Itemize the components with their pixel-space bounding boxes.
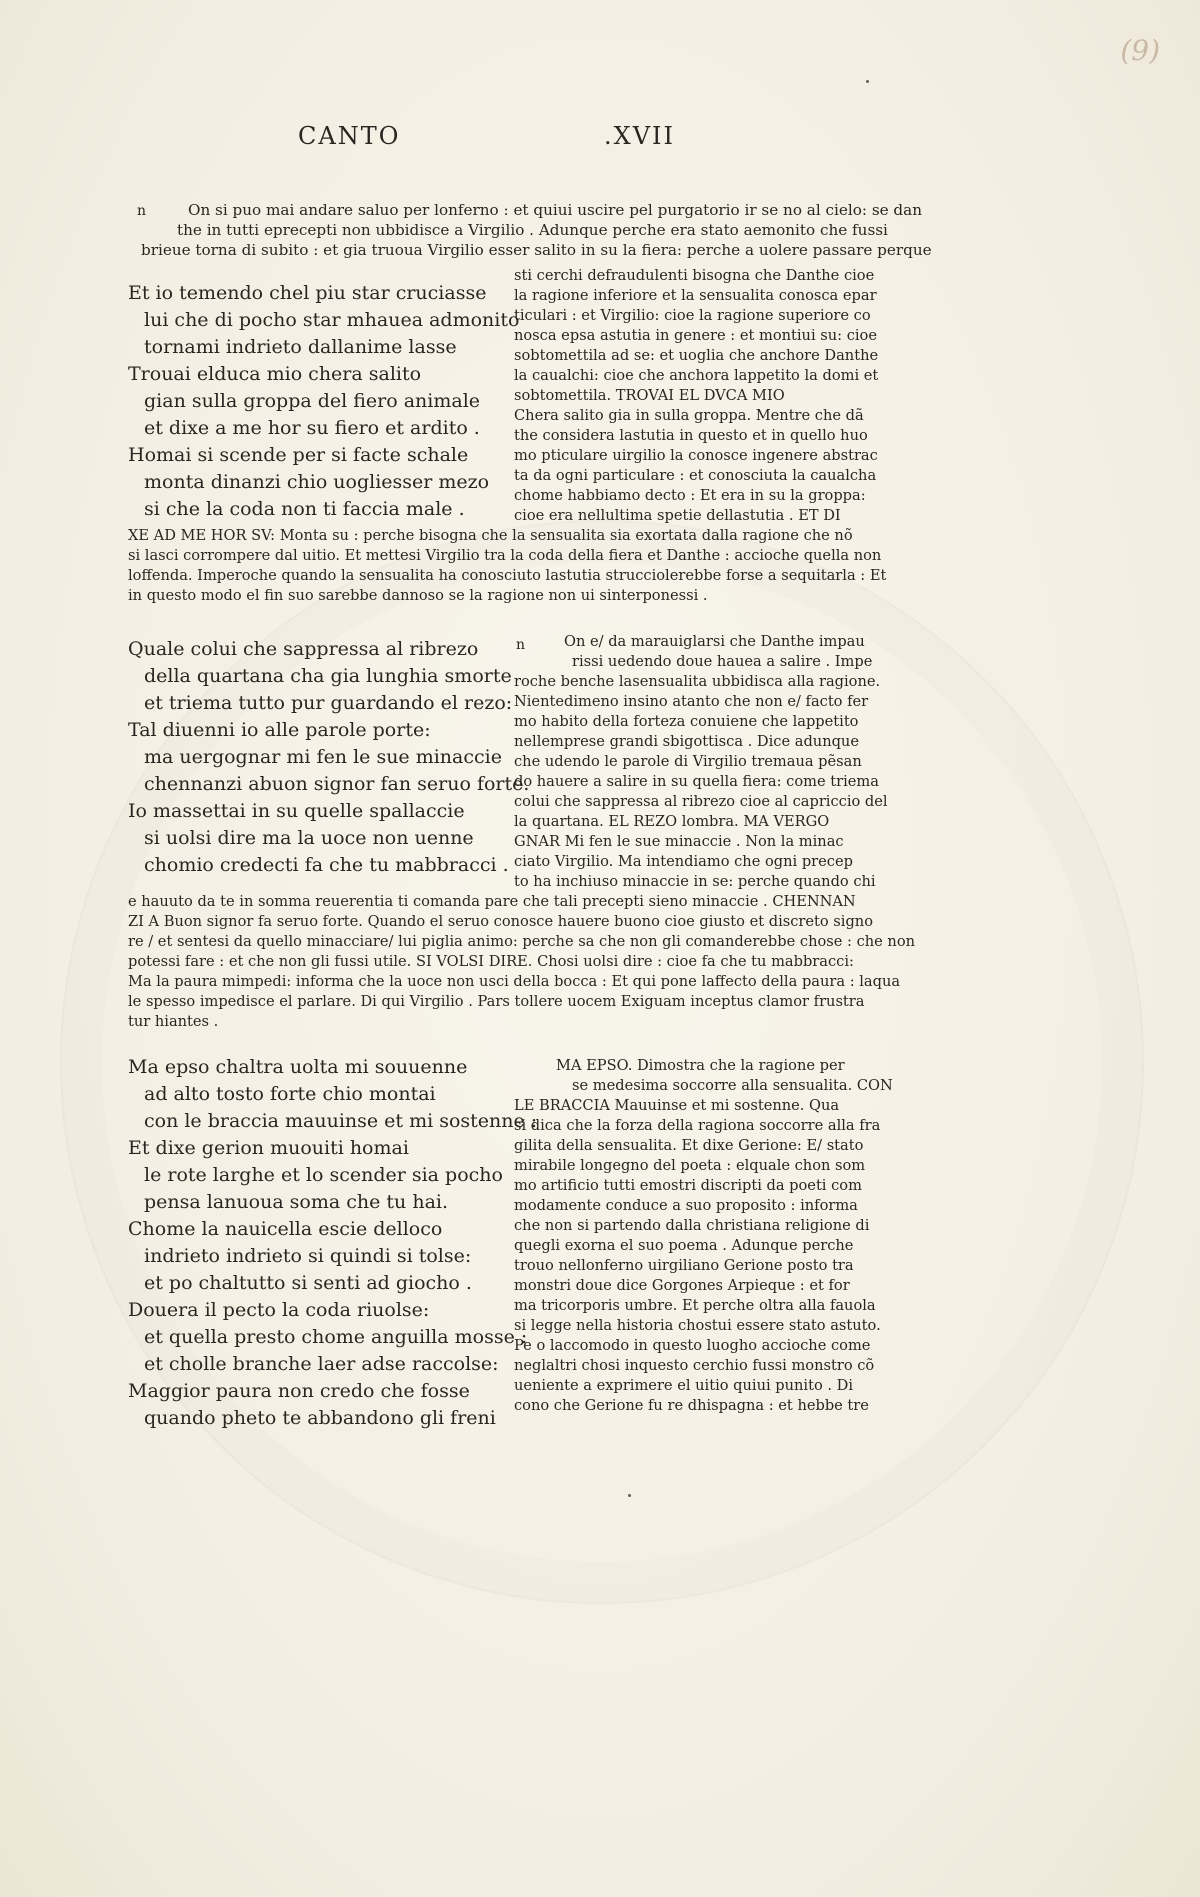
running-head-canto: CANTO	[298, 122, 401, 150]
verse-line: ad alto tosto forte chio montai	[144, 1083, 436, 1105]
commentary-line: se medesima soccorre alla sensualita. CON	[572, 1077, 893, 1094]
commentary-line: sti cerchi defraudulenti bisogna che Danthe cioe	[514, 267, 875, 284]
block2-commentary	[514, 632, 888, 892]
prose-line: si lasci corrompere dal uitio. Et mettesi Virgilio tra la coda della fiera et Danthe : accioche quella non	[128, 547, 882, 564]
verse-line: Trouai elduca mio chera salito	[128, 363, 422, 385]
verse-line: Chome la nauicella escie delloco	[128, 1218, 443, 1240]
verse-line: Et io temendo chel piu star cruciasse	[128, 282, 487, 304]
verse-line: gian sulla groppa del fiero animale	[144, 390, 481, 412]
commentary-line: mo habito della forteza conuiene che lappetito	[514, 713, 859, 730]
verse-line: et quella presto chome anguilla mosse :	[144, 1326, 528, 1348]
commentary-line: si legge nella historia chostui essere stato astuto.	[514, 1317, 881, 1334]
commentary-line: che non si partendo dalla christiana religione di	[514, 1217, 870, 1234]
commentary-line: gilita della sensualita. Et dixe Gerione: E/ stato	[514, 1137, 864, 1154]
running-head-number: .XVII	[604, 122, 676, 150]
verse-line: Homai si scende per si facte schale	[128, 444, 469, 466]
prose-line: potessi fare : et che non gli fussi utile. SI VOLSI DIRE. Chosi uolsi dire : cioe fa che tu mabbracci:	[128, 953, 854, 970]
prose-line: tur hiantes .	[128, 1013, 219, 1030]
verse-line: Ma epso chaltra uolta mi souuenne	[128, 1056, 468, 1078]
commentary-line: mirabile longegno del poeta : elquale chon som	[514, 1157, 866, 1174]
block1-intro-cont	[141, 220, 932, 260]
prose-line: in questo modo el fin suo sarebbe dannoso se la ragione non ui sinterponessi .	[128, 587, 708, 604]
commentary-line: sobtomettila ad se: et uoglia che anchore Danthe	[514, 347, 879, 364]
commentary-line: GNAR Mi fen le sue minaccie . Non la minac	[514, 833, 844, 850]
guide-letter: n	[516, 637, 526, 653]
commentary-line: colui che sappressa al ribrezo cioe al capriccio del	[514, 793, 888, 810]
commentary-line: ma tricorporis umbre. Et perche oltra alla fauola	[514, 1297, 876, 1314]
commentary-line: rissi uedendo doue hauea a salire . Impe	[572, 653, 873, 670]
commentary-line: Pe o laccomodo in questo luogho accioche come	[514, 1337, 871, 1354]
commentary-line: MA EPSO. Dimostra che la ragione per	[556, 1057, 845, 1074]
commentary-line: sobtomettila. TROVAI EL DVCA MIO	[514, 387, 785, 404]
commentary-line: to ha inchiuso minaccie in se: perche quando chi	[514, 873, 876, 890]
prose-line: e hauuto da te in somma reuerentia ti comanda pare che tali precepti sieno minaccie . CHENNAN	[128, 893, 856, 910]
block2-verse	[128, 636, 529, 879]
verse-line: et cholle branche laer adse raccolse:	[144, 1353, 499, 1375]
verse-line: Et dixe gerion muouiti homai	[128, 1137, 409, 1159]
verse-line: Tal diuenni io alle parole porte:	[128, 719, 431, 741]
verse-line: Quale colui che sappressa al ribrezo	[128, 638, 479, 660]
block1-verse	[128, 280, 519, 523]
prose-line: ZI A Buon signor fa seruo forte. Quando el seruo conosce hauere buono cioe giusto et discreto signo	[128, 913, 873, 930]
verse-line: tornami indrieto dallanime lasse	[144, 336, 457, 358]
commentary-line: ueniente a exprimere el uitio quiui punito . Di	[514, 1377, 854, 1394]
commentary-line: mo pticulare uirgilio la conosce ingenere abstrac	[514, 447, 878, 464]
verse-line: monta dinanzi chio uogliesser mezo	[144, 471, 490, 493]
commentary-line: cono che Gerione fu re dhispagna : et hebbe tre	[514, 1397, 869, 1414]
verse-line: pensa lanuoua soma che tu hai.	[144, 1191, 449, 1213]
verse-line: chomio credecti fa che tu mabbracci .	[144, 854, 509, 876]
commentary-line: la quartana. EL REZO lombra. MA VERGO	[514, 813, 830, 830]
commentary-line: si dica che la forza della ragiona soccorre alla fra	[514, 1117, 881, 1134]
verse-line: lui che di pocho star mhauea admonito	[144, 309, 520, 331]
verse-line: et triema tutto pur guardando el rezo:	[144, 692, 513, 714]
commentary-line: roche benche lasensualita ubbidisca alla ragione.	[514, 673, 881, 690]
commentary-line: the considera lastutia in questo et in quello huo	[514, 427, 868, 444]
commentary-line: ciato Virgilio. Ma intendiamo che ogni precep	[514, 853, 853, 870]
verse-line: quando pheto te abbandono gli freni	[144, 1407, 496, 1429]
guide-letter: n	[137, 203, 147, 219]
commentary-line: do hauere a salire in su quella fiera: come triema	[514, 773, 879, 790]
prose-line: On si puo mai andare saluo per lonferno : et quiui uscire pel purgatorio ir se no al cielo: se dan	[188, 201, 922, 219]
commentary-line: modamente conduce a suo proposito : informa	[514, 1197, 858, 1214]
commentary-line: ta da ogni particulare : et conosciuta la caualcha	[514, 467, 877, 484]
block3-verse	[128, 1054, 537, 1432]
block1-intro	[188, 200, 922, 220]
commentary-line: chome habbiamo decto : Et era in su la groppa:	[514, 487, 866, 504]
commentary-line: che udendo le parole di Virgilio tremaua pẽsan	[514, 753, 862, 770]
verse-line: con le braccia mauuinse et mi sostenne :	[144, 1110, 538, 1132]
block1-outro	[128, 526, 886, 606]
block3-commentary	[514, 1056, 893, 1416]
prose-line: the in tutti eprecepti non ubbidisce a Virgilio . Adunque perche era stato aemonito che fussi	[177, 221, 888, 239]
prose-line: le spesso impedisce el parlare. Di qui Virgilio . Pars tollere uocem Exiguam inceptus clamor frustra	[128, 993, 865, 1010]
ink-speck	[866, 80, 869, 83]
prose-line: XE AD ME HOR SV: Monta su : perche bisogna che la sensualita sia exortata dalla ragione che nõ	[128, 527, 853, 544]
commentary-line: nosca epsa astutia in genere : et montiui su: cioe	[514, 327, 877, 344]
verse-line: si uolsi dire ma la uoce non uenne	[144, 827, 474, 849]
commentary-line: la caualchi: cioe che anchora lappetito la domi et	[514, 367, 879, 384]
commentary-line: cioe era nellultima spetie dellastutia . ET DI	[514, 507, 841, 524]
prose-line: re / et sentesi da quello minacciare/ lui piglia animo: perche sa che non gli comanderebbe chose : che non	[128, 933, 916, 950]
verse-line: ma uergognar mi fen le sue minaccie	[144, 746, 502, 768]
verse-line: della quartana cha gia lunghia smorte	[144, 665, 512, 687]
verse-line: chennanzi abuon signor fan seruo forte.	[144, 773, 530, 795]
commentary-line: la ragione inferiore et la sensualita conosca epar	[514, 287, 877, 304]
ink-speck	[628, 1494, 631, 1497]
verse-line: et dixe a me hor su fiero et ardito .	[144, 417, 480, 439]
verse-line: si che la coda non ti faccia male .	[144, 498, 465, 520]
prose-line: Ma la paura mimpedi: informa che la uoce non usci della bocca : Et qui pone laffecto della paura : laqua	[128, 973, 901, 990]
block2-outro	[128, 892, 915, 1032]
block1-commentary	[514, 266, 878, 526]
commentary-line: monstri doue dice Gorgones Arpieque : et for	[514, 1277, 850, 1294]
commentary-line: On e/ da marauiglarsi che Danthe impau	[564, 633, 865, 650]
verse-line: Douera il pecto la coda riuolse:	[128, 1299, 430, 1321]
verse-line: Io massettai in su quelle spallaccie	[128, 800, 465, 822]
commentary-line: Nientedimeno insino atanto che non e/ facto fer	[514, 693, 869, 710]
verse-line: Maggior paura non credo che fosse	[128, 1380, 470, 1402]
commentary-line: LE BRACCIA Mauuinse et mi sostenne. Qua	[514, 1097, 840, 1114]
verse-line: indrieto indrieto si quindi si tolse:	[144, 1245, 472, 1267]
commentary-line: neglaltri chosi inquesto cerchio fussi monstro cõ	[514, 1357, 875, 1374]
commentary-line: trouo nellonferno uirgiliano Gerione posto tra	[514, 1257, 854, 1274]
prose-line: loffenda. Imperoche quando la sensualita ha conosciuto lastutia strucciolerebbe forse a sequitarla : Et	[128, 567, 887, 584]
commentary-line: quegli exorna el suo poema . Adunque perche	[514, 1237, 854, 1254]
commentary-line: nellemprese grandi sbigottisca . Dice adunque	[514, 733, 859, 750]
verse-line: le rote larghe et lo scender sia pocho	[144, 1164, 503, 1186]
verse-line: et po chaltutto si senti ad giocho .	[144, 1272, 472, 1294]
commentary-line: Chera salito gia in sulla groppa. Mentre che dã	[514, 407, 864, 424]
prose-line: brieue torna di subito : et gia truoua Virgilio esser salito in su la fiera: perche a uolere passare perque	[141, 241, 932, 259]
commentary-line: mo artificio tutti emostri discripti da poeti com	[514, 1177, 862, 1194]
commentary-line: ticulari : et Virgilio: cioe la ragione superiore co	[514, 307, 871, 324]
folio-number: (9)	[1120, 34, 1160, 67]
